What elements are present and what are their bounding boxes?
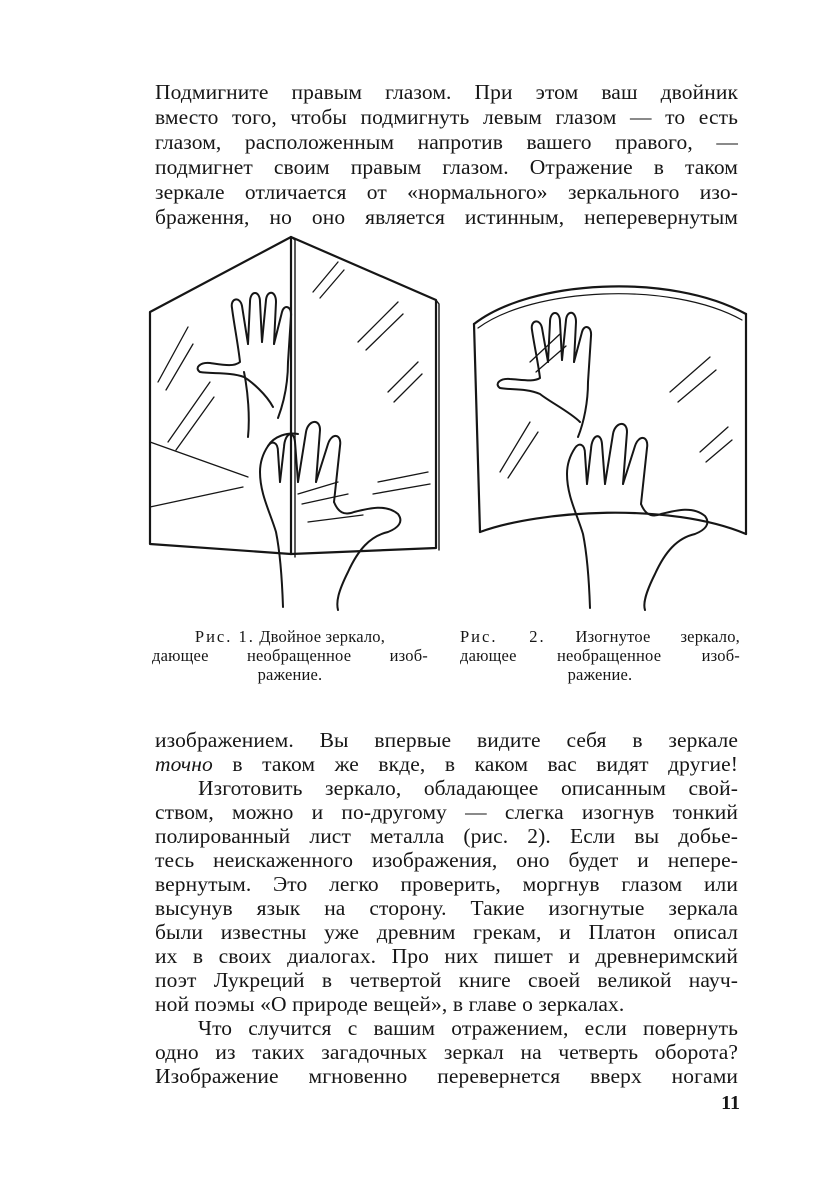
text-line: их в своих диалогах. Про них пишет и древнеримский <box>155 944 738 968</box>
text-line: поэт Лукреций в четвертой книге своей великой науч- <box>155 968 738 992</box>
figure-2-caption-line: дающее необращенное изоб- <box>460 646 740 665</box>
text-line: глазом, расположенным напротив вашего правого, — <box>155 130 738 154</box>
text-line: зеркале отличается от «нормального» зеркального изо- <box>155 180 738 204</box>
text-line: ной поэмы «О природе вещей», в главе о зеркалах. <box>155 992 625 1016</box>
text-line: были известны уже древним грекам, и Платон описал <box>155 920 738 944</box>
text-line: Что случится с вашим отражением, если повернуть <box>198 1016 738 1040</box>
figure-2-caption <box>460 627 740 684</box>
text-line: тесь неискаженного изображения, оно будет и непере- <box>155 848 738 872</box>
page-number: 11 <box>721 1092 740 1114</box>
figure-1-double-mirror <box>148 232 440 612</box>
figure-1-caption-line: ражение. <box>257 665 323 684</box>
text-line: высунув язык на сторону. Такие изогнутые зеркала <box>155 896 738 920</box>
text-line: Подмигните правым глазом. При этом ваш двойник <box>155 80 738 104</box>
text-line: браження, но оно является истинным, неперевернутым <box>155 205 738 229</box>
figure-1-caption <box>152 627 428 684</box>
figure-2-caption-line: Изогнутое зеркало, <box>575 627 740 646</box>
text-line: изображением. Вы впервые видите себя в зеркале <box>155 728 738 752</box>
figure-2-caption-line: ражение. <box>567 665 633 684</box>
figure-1-caption-line: Двойное зеркало, <box>259 627 386 646</box>
figure-2-bent-mirror <box>470 262 752 612</box>
figure-2-label: Рис. 2. <box>460 627 546 646</box>
double-mirror-illustration <box>148 232 440 612</box>
text-line <box>155 752 738 776</box>
text-line: ством, можно и по-другому — слегка изогнув тонкий <box>155 800 738 824</box>
figure-1-label: Рис. 1. <box>194 627 255 646</box>
text-line: вернутым. Это легко проверить, моргнув глазом или <box>155 872 738 896</box>
text-line: Изображение мгновенно перевернется вверх ногами <box>155 1064 738 1088</box>
italic-word: точно <box>155 752 213 776</box>
text-line: одно из таких загадочных зеркал на четверть оборота? <box>155 1040 738 1064</box>
text-line: вместо того, чтобы подмигнуть левым глазом — то есть <box>155 105 738 129</box>
text-line-rest: в таком же вкде, в каком вас видят другие! <box>212 752 738 776</box>
text-line: подмигнет своим правым глазом. Отражение в таком <box>155 155 738 179</box>
figure-1-caption-line: дающее необращенное изоб- <box>152 646 428 665</box>
text-line: Изготовить зеркало, обладающее описанным свой- <box>198 776 738 800</box>
text-line: полированный лист металла (рис. 2). Если вы добье- <box>155 824 738 848</box>
bent-mirror-illustration <box>470 262 752 612</box>
